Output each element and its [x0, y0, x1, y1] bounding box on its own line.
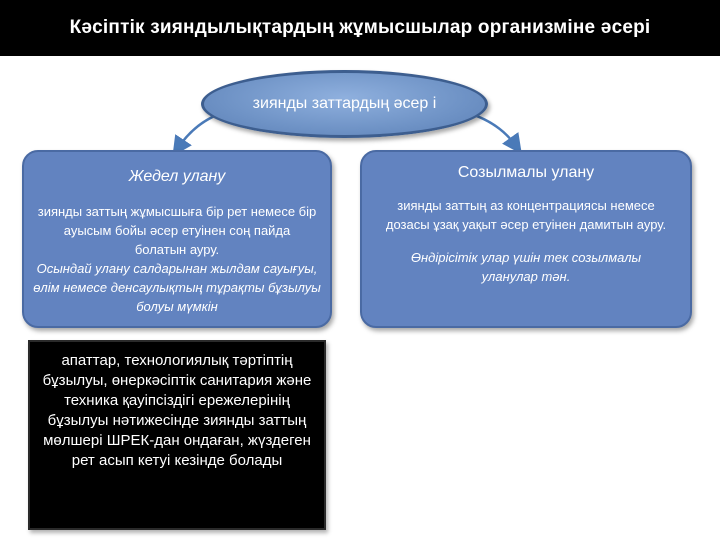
- accident-causes-text: апаттар, технологиялық тәртіптің бұзылуы, өнеркәсіптік санитария және техника қауіпсіздігі ережелерінің бұзылуы нәтижесінде зиянды заттың мөлшері ШРЕК-дан ондаған, жүздеген рет асып кетуі кезінде болады: [42, 352, 312, 469]
- chronic-poisoning-note: Өндірісітік улар үшін тек созылмалы уланулар тән.: [410, 250, 642, 284]
- page-title: Кәсіптік зияндылықтардың жұмысшылар организміне әсері: [69, 17, 651, 38]
- acute-poisoning-heading: Жедел улану: [128, 168, 226, 185]
- acute-poisoning-box: [22, 150, 332, 328]
- central-concept-label: зиянды заттардың әсер і: [252, 95, 437, 112]
- accident-causes-box: [28, 340, 326, 530]
- chronic-poisoning-description: зиянды заттың аз концентрациясы немесе дозасы ұзақ уақыт әсер етуінен дамитын ауру.: [385, 198, 667, 232]
- chronic-poisoning-heading: Созылмалы улану: [457, 164, 595, 181]
- acute-poisoning-consequences: Осындай улану салдарынан жылдам сауығуы, өлім немесе денсаулықтың тұрақты бұзылуы болуы мүмкін: [33, 261, 321, 314]
- central-concept-ellipse: [201, 70, 488, 138]
- acute-poisoning-description: зиянды заттың жұмысшыға бір рет немесе бір ауысым бойы әсер етуінен соң пайда болатын ауру.: [37, 204, 317, 257]
- chronic-poisoning-box: [360, 150, 692, 328]
